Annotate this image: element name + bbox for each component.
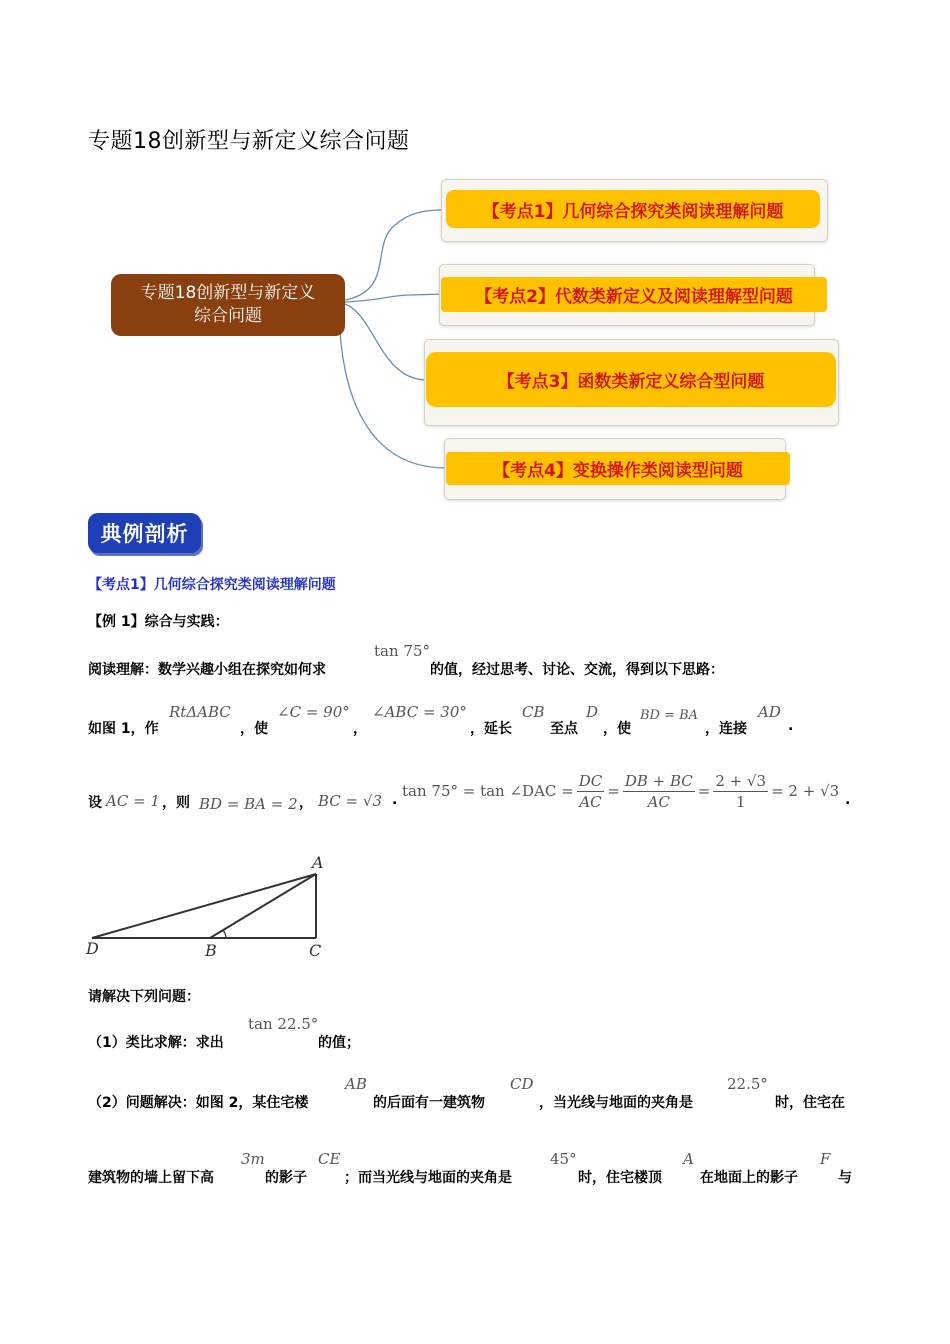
math-f: F — [820, 1150, 831, 1168]
math-cd: CD — [510, 1075, 534, 1093]
math-tan22-5: tan 22.5° — [248, 1015, 319, 1033]
branch-2: 【考点2】代数类新定义及阅读理解型问题 — [441, 277, 827, 312]
ask-line: 请解决下列问题： — [88, 989, 200, 1005]
reading-suffix: 的值，经过思考、讨论、交流，得到以下思路： — [430, 662, 724, 678]
compute-text-2: ，则 — [162, 795, 190, 811]
fraction-2sqrt3-1 — [713, 771, 768, 812]
construct-text-3: ， — [353, 721, 367, 737]
construct-text-4: ，延长 — [470, 721, 512, 737]
fraction-2-numerator: DB + BC — [624, 771, 693, 790]
math-tan75: tan 75° — [374, 642, 430, 660]
example-label-line — [88, 611, 229, 631]
segment-ba — [210, 874, 316, 938]
mindmap-root-line-2: 综合问题 — [194, 306, 262, 326]
fraction-dbbc-ac — [623, 771, 695, 812]
math-angle-c: ∠C = 90° — [277, 703, 350, 721]
label-c: C — [309, 941, 322, 960]
math-cb: CB — [522, 703, 545, 721]
math-triangle: RtΔABC — [169, 703, 231, 721]
compute-text-1: 设 — [88, 795, 102, 811]
math-a: A — [683, 1150, 694, 1168]
q3-text-6: 与 — [838, 1170, 852, 1186]
connector-1 — [345, 210, 444, 300]
construct-text-6: ，使 — [603, 721, 631, 737]
topic-heading: 【考点1】几何综合探究类阅读理解问题 — [88, 577, 336, 593]
math-angle-abc: ∠ABC = 30° — [372, 703, 467, 721]
math-bd-ba-2: BD = BA = 2 — [199, 795, 298, 813]
eq-result: = 2 + √3 — [771, 782, 840, 800]
branch-3: 【考点3】函数类新定义综合型问题 — [426, 352, 836, 407]
q3-text-1: 建筑物的墙上留下高 — [88, 1170, 214, 1186]
math-ad: AD — [758, 703, 781, 721]
connector-3 — [345, 304, 427, 380]
math-bc-sqrt3: BC = √3 — [318, 792, 382, 810]
fraction-1-numerator: DC — [578, 771, 603, 790]
math-22-5deg: 22.5° — [727, 1075, 768, 1093]
construct-text-1: 如图 1，作 — [88, 721, 159, 737]
fraction-1-denominator: AC — [579, 792, 602, 811]
mindmap-root-line-1: 专题18创新型与新定义 — [140, 283, 316, 303]
branch-1: 【考点1】几何综合探究类阅读理解问题 — [446, 190, 820, 228]
construct-text-5: 至点 — [550, 721, 578, 737]
math-bd-ba: BD = BA — [640, 708, 699, 723]
math-45deg: 45° — [550, 1150, 577, 1168]
q3-text-2: 的影子 — [265, 1170, 307, 1186]
label-d: D — [86, 939, 99, 958]
construct-text-2: ，使 — [240, 721, 268, 737]
fraction-dc-ac — [577, 771, 605, 812]
branch-4: 【考点4】变换操作类阅读型问题 — [446, 452, 790, 485]
q1-text-1: （1）类比求解：求出 — [88, 1035, 224, 1051]
q3-text-5: 在地面上的影子 — [700, 1170, 798, 1186]
label-a: A — [312, 853, 324, 872]
q3-text-4: 时，住宅楼顶 — [578, 1170, 662, 1186]
eq-lhs: tan 75° = tan ∠DAC = — [402, 782, 574, 800]
q2-text-2: 的后面有一建筑物 — [373, 1095, 485, 1111]
q2-text-1: （2）问题解决：如图 2，某住宅楼 — [88, 1095, 309, 1111]
math-ab: AB — [345, 1075, 367, 1093]
eq-sign-1: = — [607, 782, 620, 800]
construct-text-8: . — [788, 718, 794, 734]
reading-text: 阅读理解：数学兴趣小组在探究如何求 — [88, 662, 326, 678]
math-3m: 3m — [241, 1150, 265, 1168]
label-b: B — [205, 941, 217, 960]
mindmap-root — [111, 274, 345, 336]
fraction-2-denominator: AC — [647, 792, 670, 811]
q2-text-3: ，当光线与地面的夹角是 — [539, 1095, 693, 1111]
math-ac1: AC = 1 — [106, 792, 160, 810]
compute-text-3: ， — [299, 795, 313, 811]
section-badge: 典例剖析 — [88, 513, 201, 553]
compute-end: . — [845, 792, 851, 808]
reading-line — [88, 659, 326, 679]
fraction-3-denominator: 1 — [735, 792, 746, 811]
math-ce: CE — [318, 1150, 341, 1168]
construct-text-7: ，连接 — [705, 721, 747, 737]
example-label: 【例 1】 — [88, 614, 145, 630]
example-label-tail: 综合与实践： — [144, 614, 229, 630]
eq-sign-2: = — [697, 782, 711, 800]
tan75-equation — [402, 763, 839, 819]
figure-1 — [80, 848, 340, 963]
angle-arc-b — [223, 930, 226, 938]
q2-text-4: 时，住宅在 — [775, 1095, 845, 1111]
q3-text-3: ；而当光线与地面的夹角是 — [344, 1170, 512, 1186]
q1-text-2: 的值； — [318, 1035, 360, 1051]
fraction-3-numerator: 2 + √3 — [715, 771, 767, 790]
page-title: 专题18创新型与新定义综合问题 — [88, 129, 410, 154]
math-d: D — [586, 703, 599, 721]
segment-da — [92, 874, 316, 938]
compute-text-4: . — [392, 792, 398, 808]
